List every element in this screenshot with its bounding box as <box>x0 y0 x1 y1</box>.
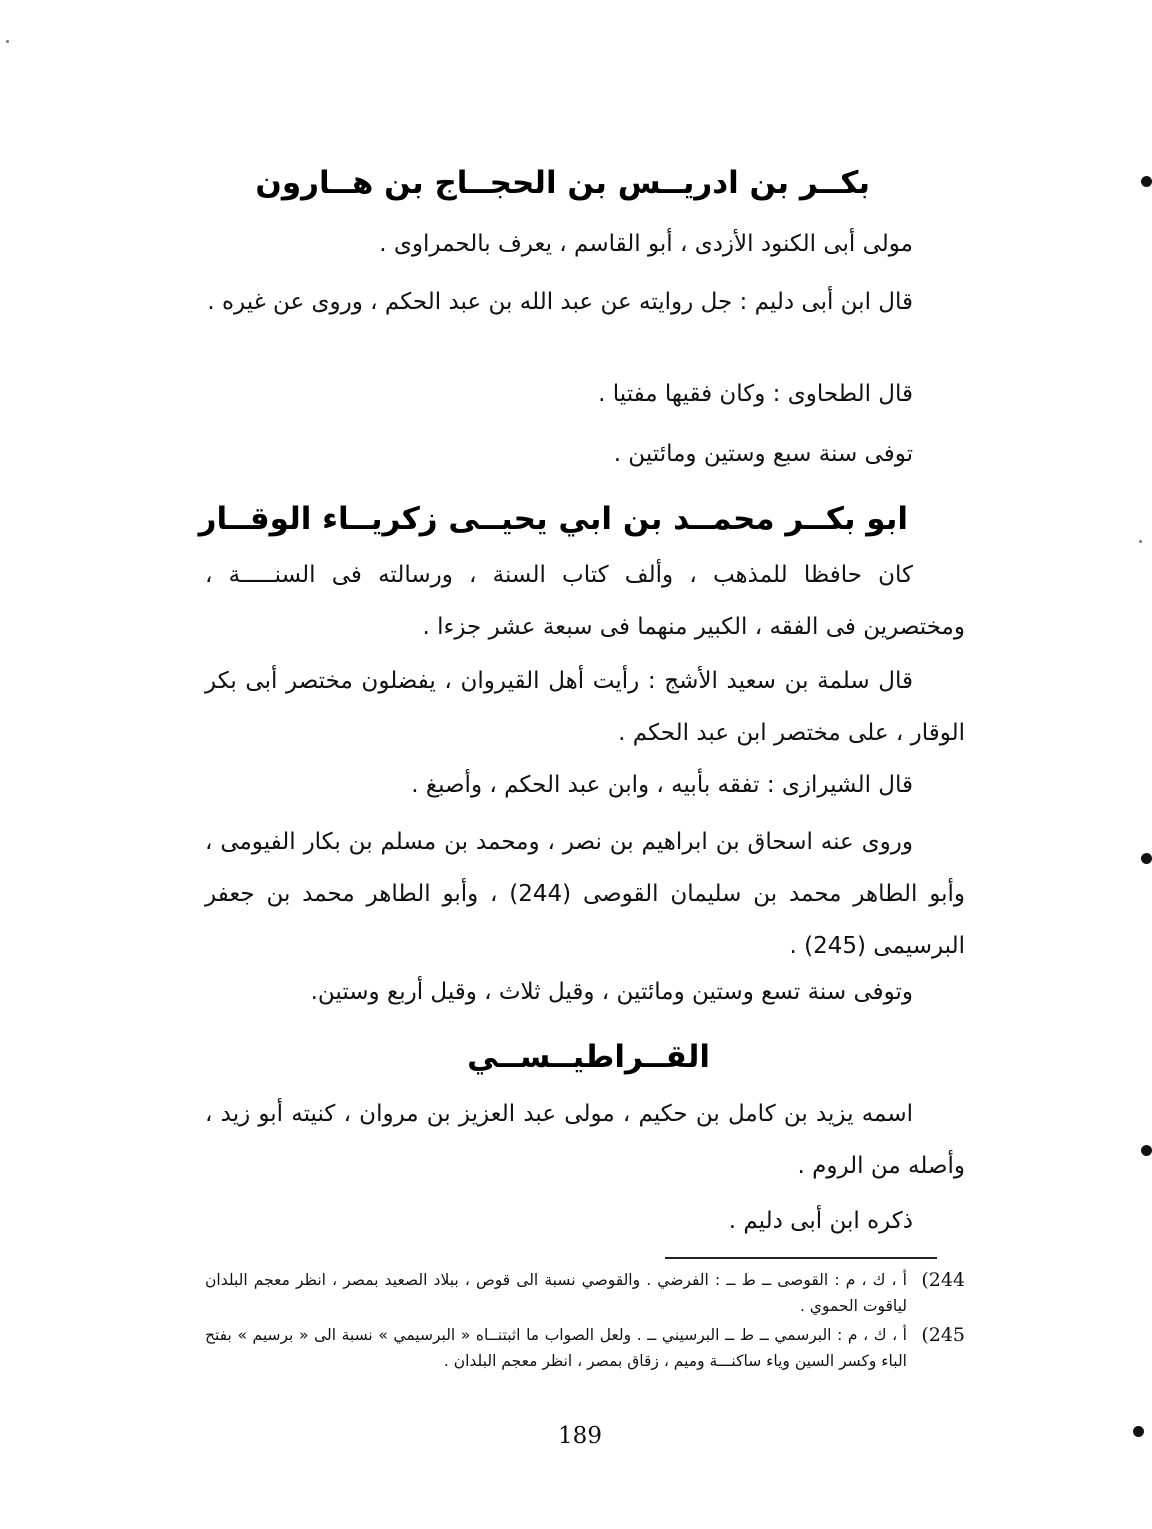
footnote <box>205 1322 965 1374</box>
footnote <box>205 1267 965 1319</box>
scan-speck <box>1139 540 1142 543</box>
paragraph: قال الشيرازى : تفقه بأبيه ، وابن عبد الحكم ، وأصبغ . <box>411 772 913 798</box>
footnote-number: 245) <box>921 1324 965 1346</box>
page-number: 189 <box>558 1423 602 1449</box>
paragraph: قال الطحاوى : وكان فقيها مفتيا . <box>598 381 913 407</box>
entry-heading: ابو بكــر محمــد بن ابي يحيــى زكريــاء الوقــار <box>198 501 908 537</box>
footnote-separator <box>665 1257 937 1259</box>
entry-heading: بكــر بن ادريــس بن الحجــاج بن هــارون <box>255 165 870 201</box>
binder-hole-mark <box>1141 176 1152 187</box>
paragraph: قال سلمة بن سعيد الأشج : رأيت أهل القيروان ، يفضلون مختصر أبى بكر الوقار ، على مختصر ابن عبد الحكم . <box>205 668 965 746</box>
paragraph: كان حافظا للمذهب ، وألف كتاب السنة ، ورسالته فى السنـــــة ، ومختصرين فى الفقه ، الكبير منهما فى سبعة عشر جزءا . <box>205 562 965 640</box>
paragraph: وروى عنه اسحاق بن ابراهيم بن نصر ، ومحمد بن مسلم بن بكار الفيومى ، وأبو الطاهر محمد بن سليمان القوصى (244) ، وأبو الطاهر محمد بن جعفر البرسيمى (245) . <box>205 829 965 959</box>
paragraph: ذكره ابن أبى دليم . <box>728 1208 913 1234</box>
paragraph: توفى سنة سبع وستين ومائتين . <box>613 441 913 467</box>
paragraph: اسمه يزيد بن كامل بن حكيم ، مولى عبد العزيز بن مروان ، كنيته أبو زيد ، وأصله من الروم . <box>205 1101 965 1179</box>
binder-hole-mark <box>1133 1426 1144 1437</box>
scan-speck <box>6 40 9 43</box>
paragraph: وتوفى سنة تسع وستين ومائتين ، وقيل ثلاث ، وقيل أربع وستين. <box>310 979 913 1005</box>
paragraph: قال ابن أبى دليم : جل روايته عن عبد الله بن عبد الحكم ، وروى عن غيره . <box>207 289 913 315</box>
footnote-text: أ ، ك ، م : البرسمي ــ ط ــ البرسيني ــ . ولعل الصواب ما اثبتنــاه « البرسيمي » نسبة الى « برسيم » بفتح الباء وكسر السين وياء ساكنـــة وميم ، زقاق بمصر ، انظر معجم البلدان . <box>205 1326 907 1370</box>
footnote-number: 244) <box>921 1269 965 1291</box>
binder-hole-mark <box>1141 1145 1152 1156</box>
footnote-text: أ ، ك ، م : القوصى ــ ط ــ : الفرضي . والقوصي نسبة الى قوص ، ببلاد الصعيد بمصر ، انظر معجم البلدان لياقوت الحموي . <box>205 1271 907 1315</box>
entry-heading: القــراطيــســي <box>467 1039 710 1075</box>
binder-hole-mark <box>1141 853 1152 864</box>
paragraph: مولى أبى الكنود الأزدى ، أبو القاسم ، يعرف بالحمراوى . <box>379 231 913 257</box>
